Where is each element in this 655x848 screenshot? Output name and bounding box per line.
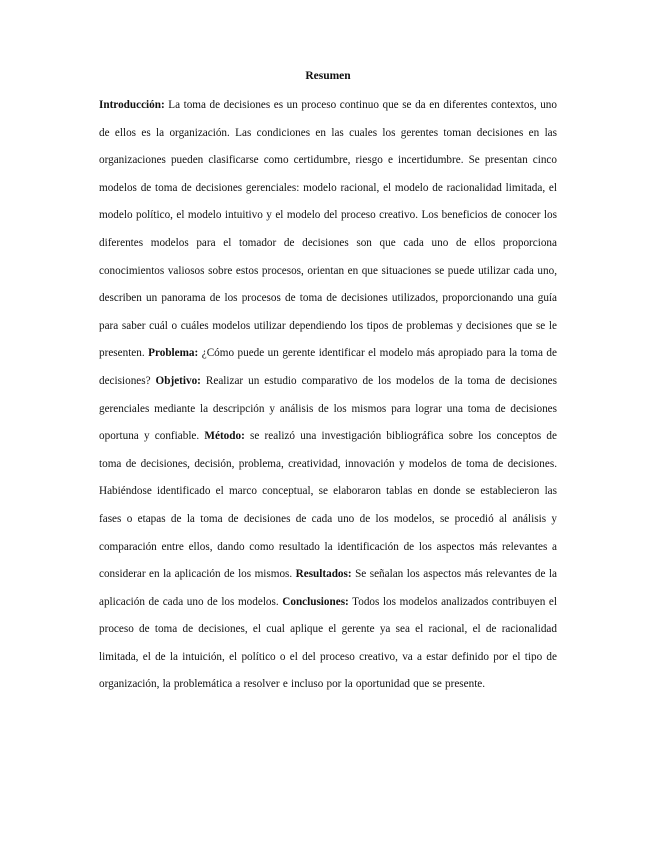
metodo-label: Método: bbox=[204, 430, 245, 443]
resultados-label: Resultados: bbox=[295, 568, 352, 581]
problema-text: ¿Cómo puede un gerente identificar el modelo más apropiado para la toma de decisiones? bbox=[99, 347, 557, 387]
objetivo-label: Objetivo: bbox=[155, 374, 201, 387]
objetivo-text: Realizar un estudio comparativo de los modelos de la toma de decisiones gerenciales mediante la descripción y análisis de los mismos para lograr una toma de decisiones oportuna y confiable. bbox=[99, 374, 557, 443]
introduccion-label: Introducción: bbox=[99, 99, 165, 111]
document-page bbox=[99, 66, 557, 699]
abstract-title: Resumen bbox=[305, 70, 351, 82]
problema-label: Problema: bbox=[148, 347, 199, 360]
abstract-body bbox=[99, 92, 557, 699]
introduccion-text: La toma de decisiones es un proceso continuo que se da en diferentes contextos, uno de ellos es la organización. Las condiciones en las cuales los gerentes toman decisiones en las organizaciones pueden clasificarse como certidumbre, riesgo e incertidumbre. Se presentan cinco modelos de toma de decisiones gerenciales: modelo racional, el modelo de racionalidad limitada, el modelo político, el modelo intuitivo y el modelo del proceso creativo. Los beneficios de conocer los diferentes modelos para el tomador de decisiones son que cada uno de ellos proporciona conocimientos valiosos sobre estos procesos, orientan en que situaciones se puede utilizar cada uno, describen un panorama de los procesos de toma de decisiones utilizados, proporcionando una guía para saber cuál o cuáles modelos utilizar dependiendo los tipos de problemas y decisiones que se le presenten. bbox=[99, 99, 557, 360]
conclusiones-label: Conclusiones: bbox=[282, 595, 349, 608]
metodo-text: se realizó una investigación bibliográfica sobre los conceptos de toma de decisiones, decisión, problema, creatividad, innovación y modelos de toma de decisiones. Habiéndose identificado el marco conceptual, se elaboraron tablas en donde se establecieron las fases o etapas de la toma de decisiones de cada uno de los modelos, se procedió al análisis y comparación entre ellos, dando como resultado la identificación de los aspectos más relevantes a considerar en la aplicación de los mismos. bbox=[99, 430, 557, 581]
resultados-text: Se señalan los aspectos más relevantes de la aplicación de cada uno de los modelos. bbox=[99, 568, 557, 608]
conclusiones-text: Todos los modelos analizados contribuyen el proceso de toma de decisiones, el cual aplique el gerente ya sea el racional, el de racionalidad limitada, el de la intuición, el político o el del proceso creativo, va a estar definido por el tipo de organización, la problemática a resolver e incluso por la oportunidad que se presente. bbox=[99, 595, 558, 691]
